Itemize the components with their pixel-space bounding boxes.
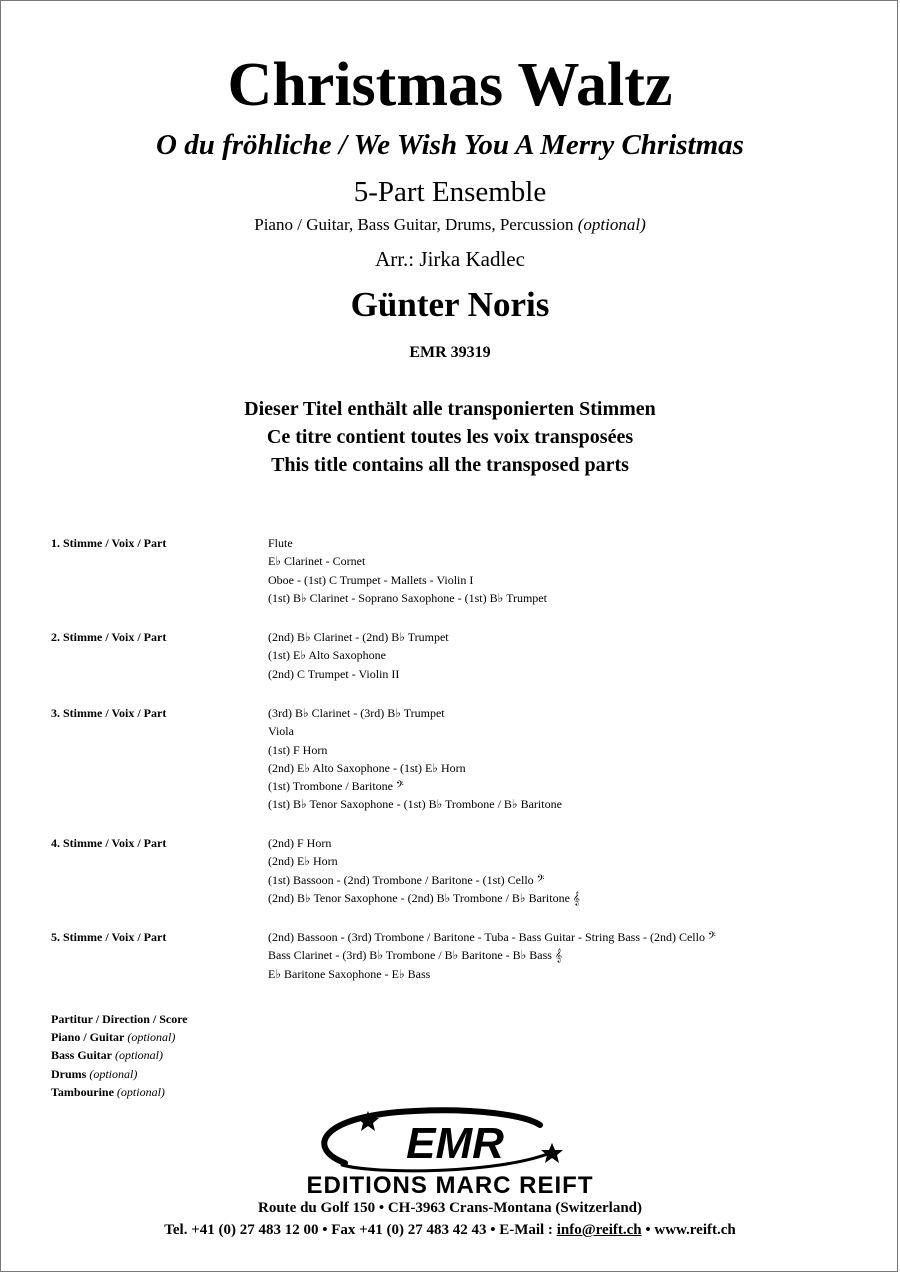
part-3-instruments (268, 704, 562, 814)
website-link[interactable]: • www.reift.ch (645, 1222, 736, 1238)
catalog-number: EMR 39319 (409, 344, 491, 361)
additional-parts-list (51, 1010, 188, 1101)
part-line: (1st) E♭ Alto Saxophone (268, 648, 386, 663)
list-item: Drums (optional) (51, 1066, 138, 1081)
part-line: (1st) Trombone / Baritone 𝄢 (268, 779, 404, 794)
part-line: Bass Clarinet - (3rd) B♭ Trombone / B♭ Baritone - B♭ Bass 𝄞 (268, 948, 563, 963)
part-2-label: 2. Stimme / Voix / Part (51, 630, 167, 644)
list-item: Piano / Guitar (optional) (51, 1030, 176, 1045)
part-line: (3rd) B♭ Clarinet - (3rd) B♭ Trumpet (268, 706, 445, 720)
publisher-contact: Tel. +41 (0) 27 483 12 00 • Fax +41 (0) 27 483 42 43 • E-Mail : info@reift.ch • www.reift.ch (164, 1222, 736, 1238)
part-line: (2nd) F Horn (268, 836, 332, 850)
part-line: Viola (268, 724, 294, 739)
part-line: (2nd) E♭ Horn (268, 854, 338, 869)
notice-german: Dieser Titel enthält alle transponierten Stimmen (244, 398, 656, 420)
composer: Günter Noris (350, 285, 550, 324)
part-4-instruments (268, 834, 580, 907)
part-line: E♭ Baritone Saxophone - E♭ Bass (268, 966, 431, 981)
logo-text: EMR (406, 1119, 504, 1168)
part-4-label: 4. Stimme / Voix / Part (51, 836, 167, 850)
part-5-label: 5. Stimme / Voix / Part (51, 930, 167, 944)
part-line: E♭ Clarinet - Cornet (268, 554, 366, 569)
part-line: (2nd) Bassoon - (3rd) Trombone / Baritone - Tuba - Bass Guitar - String Bass - (2nd) Cello 𝄢 (268, 930, 716, 944)
part-3-label: 3. Stimme / Voix / Part (51, 706, 167, 720)
ensemble-type: 5-Part Ensemble (353, 176, 547, 208)
notice-english: This title contains all the transposed parts (271, 454, 629, 476)
emr-logo (300, 1103, 600, 1178)
part-line: (1st) F Horn (268, 742, 328, 757)
part-line: (1st) Bassoon - (2nd) Trombone / Baritone - (1st) Cello 𝄢 (268, 872, 545, 887)
list-item: Partitur / Direction / Score (51, 1012, 188, 1026)
part-line: Flute (268, 536, 293, 550)
notice-french: Ce titre contient toutes les voix transposées (266, 426, 634, 448)
part-line: (2nd) E♭ Alto Saxophone - (1st) E♭ Horn (268, 760, 466, 775)
part-1-label: 1. Stimme / Voix / Part (51, 536, 167, 550)
part-1-instruments (268, 534, 547, 607)
publisher-name: EDITIONS MARC REIFT (306, 1172, 594, 1199)
part-2-instruments (268, 628, 449, 683)
part-line: (2nd) B♭ Tenor Saxophone - (2nd) B♭ Trombone / B♭ Baritone 𝄞 (268, 890, 580, 905)
list-item: Bass Guitar (optional) (51, 1048, 164, 1063)
arranger: Arr.: Jirka Kadlec (375, 247, 525, 271)
part-line: (1st) B♭ Clarinet - Soprano Saxophone - (1st) B♭ Trumpet (268, 590, 547, 605)
part-line: (2nd) C Trumpet - Violin II (268, 666, 400, 681)
subtitle: O du fröhliche / We Wish You A Merry Christmas (156, 129, 744, 161)
part-line: Oboe - (1st) C Trumpet - Mallets - Violin I (268, 572, 474, 587)
instrumentation (0, 215, 900, 235)
email-link[interactable]: info@reift.ch (556, 1222, 642, 1238)
part-5-instruments (268, 928, 716, 983)
part-line: (1st) B♭ Tenor Saxophone - (1st) B♭ Trombone / B♭ Baritone (268, 797, 562, 812)
optional-note: (optional) (577, 215, 646, 234)
instrument-list: Piano / Guitar, Bass Guitar, Drums, Percussion (254, 215, 574, 234)
publisher-address: Route du Golf 150 • CH-3963 Crans-Montana (Switzerland) (258, 1200, 642, 1216)
page-title: Christmas Waltz (227, 51, 673, 119)
part-line: (2nd) B♭ Clarinet - (2nd) B♭ Trumpet (268, 630, 449, 644)
list-item: Tambourine (optional) (51, 1084, 165, 1099)
